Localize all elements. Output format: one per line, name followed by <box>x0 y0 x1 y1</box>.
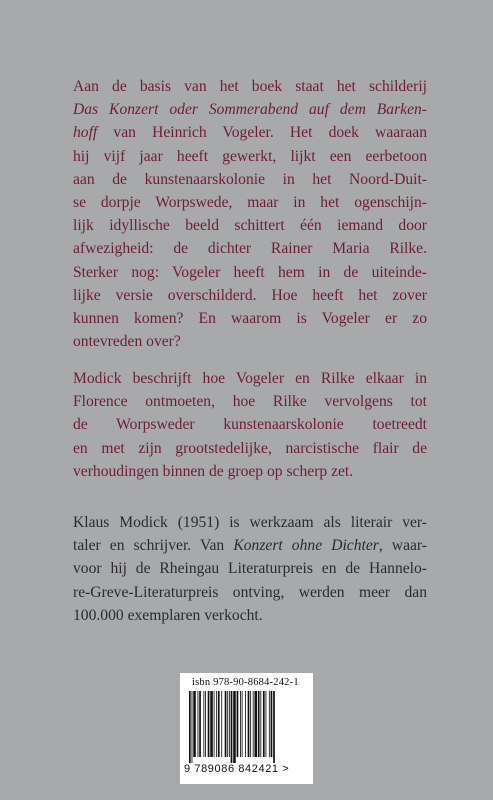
barcode-bar <box>221 691 222 757</box>
barcode-bar <box>248 691 250 757</box>
barcode-bar <box>258 691 260 757</box>
blurb-paragraph-1 <box>73 75 427 353</box>
author-line-book-title <box>73 534 427 557</box>
author-text: , waar- <box>378 537 427 555</box>
author-text: taler en schrijver. Van <box>73 537 234 555</box>
barcode-bars <box>189 691 301 763</box>
blurb-line: en met zijn grootstedelijke, narcistische flair de <box>73 439 427 457</box>
barcode-bar <box>266 691 267 757</box>
barcode-bar <box>237 691 239 757</box>
barcode-bar <box>263 691 265 757</box>
barcode-bar <box>199 691 201 757</box>
barcode-bar <box>253 691 254 757</box>
author-line: Klaus Modick (1951) is werkzaam als literair ver- <box>73 514 427 531</box>
barcode-bar <box>192 691 193 763</box>
blurb-text: van Heinrich Vogeler. Het doek waaraan <box>97 124 427 142</box>
blurb-line: Modick beschrijft hoe Vogeler en Rilke elkaar in <box>73 370 427 387</box>
barcode-bar <box>214 691 215 757</box>
barcode-bar <box>210 691 213 757</box>
blurb-line-painting-title <box>73 98 427 121</box>
barcode-bar <box>231 691 233 763</box>
author-bio <box>73 511 427 627</box>
barcode-bar <box>242 691 243 757</box>
barcode-bar <box>216 691 217 757</box>
barcode-bar <box>193 691 196 757</box>
blurb-line: de Worpsweder kunstenaarskolonie toetreedt <box>73 416 427 434</box>
blurb-line: afwezigheid: de dichter Rainer Maria Rilke. <box>73 240 427 258</box>
barcode-bar <box>254 691 257 757</box>
barcode-bar <box>271 691 273 757</box>
barcode-bar <box>198 691 199 757</box>
barcode-bar <box>269 691 270 757</box>
blurb-line: Sterker nog: Vogeler heeft hem in de uiteinde- <box>73 263 427 281</box>
barcode-bar <box>260 691 261 757</box>
barcode-bar <box>273 691 275 763</box>
barcode-bar <box>245 691 246 757</box>
blurb-line: hij vijf jaar heeft gewerkt, lijkt een eerbetoon <box>73 147 427 165</box>
blurb-line: kunnen komen? En waarom is Vogeler er zo <box>73 309 427 327</box>
isbn-label: isbn 978-90-8684-242-1 <box>192 677 299 688</box>
book-title: Konzert ohne Dichter <box>233 537 379 555</box>
blurb-line: verhoudingen binnen de groep op scherp zet. <box>73 462 354 480</box>
blurb-paragraph-2 <box>73 367 427 483</box>
barcode-bar <box>189 691 191 763</box>
isbn-barcode <box>180 673 313 784</box>
barcode-bar <box>208 691 210 757</box>
barcode-bar <box>233 691 236 763</box>
blurb-line: lijk idyllische beeld schittert één iemand door <box>73 217 427 235</box>
blurb-line: Florence ontmoeten, hoe Rilke vervolgens tot <box>73 393 427 411</box>
barcode-bar <box>250 691 251 757</box>
blurb-line: Aan de basis van het boek staat het schilderij <box>73 78 427 95</box>
barcode-digits: 9 789086 842421 > <box>184 763 290 775</box>
blurb-line: se dorpje Worpswede, maar in het ogenschijn- <box>73 193 427 211</box>
author-line: voor hij de Rheingau Literaturpreis en de Hannelo- <box>73 560 427 578</box>
blurb-line: aan de kunstenaarskolonie in het Noord-Duit- <box>73 170 427 188</box>
blurb-line: ontevreden over? <box>73 333 181 351</box>
barcode-bar <box>225 691 227 757</box>
author-line: 100.000 exemplaren verkocht. <box>73 606 263 624</box>
barcode-bar <box>240 691 241 757</box>
blurb-line <box>73 121 427 144</box>
barcode-bar <box>203 691 204 757</box>
barcode-bar <box>227 691 228 757</box>
barcode-bar <box>218 691 220 757</box>
blurb-line: lijke versie overschilderd. Hoe heeft het zover <box>73 286 427 304</box>
barcode-bar <box>229 691 230 757</box>
painting-title: Das Konzert oder Sommerabend auf dem Barken- <box>73 101 427 119</box>
painting-title-end: hoff <box>73 124 98 142</box>
barcode-bar <box>205 691 206 757</box>
author-line: re-Greve-Literaturpreis ontving, werden meer dan <box>73 583 427 601</box>
